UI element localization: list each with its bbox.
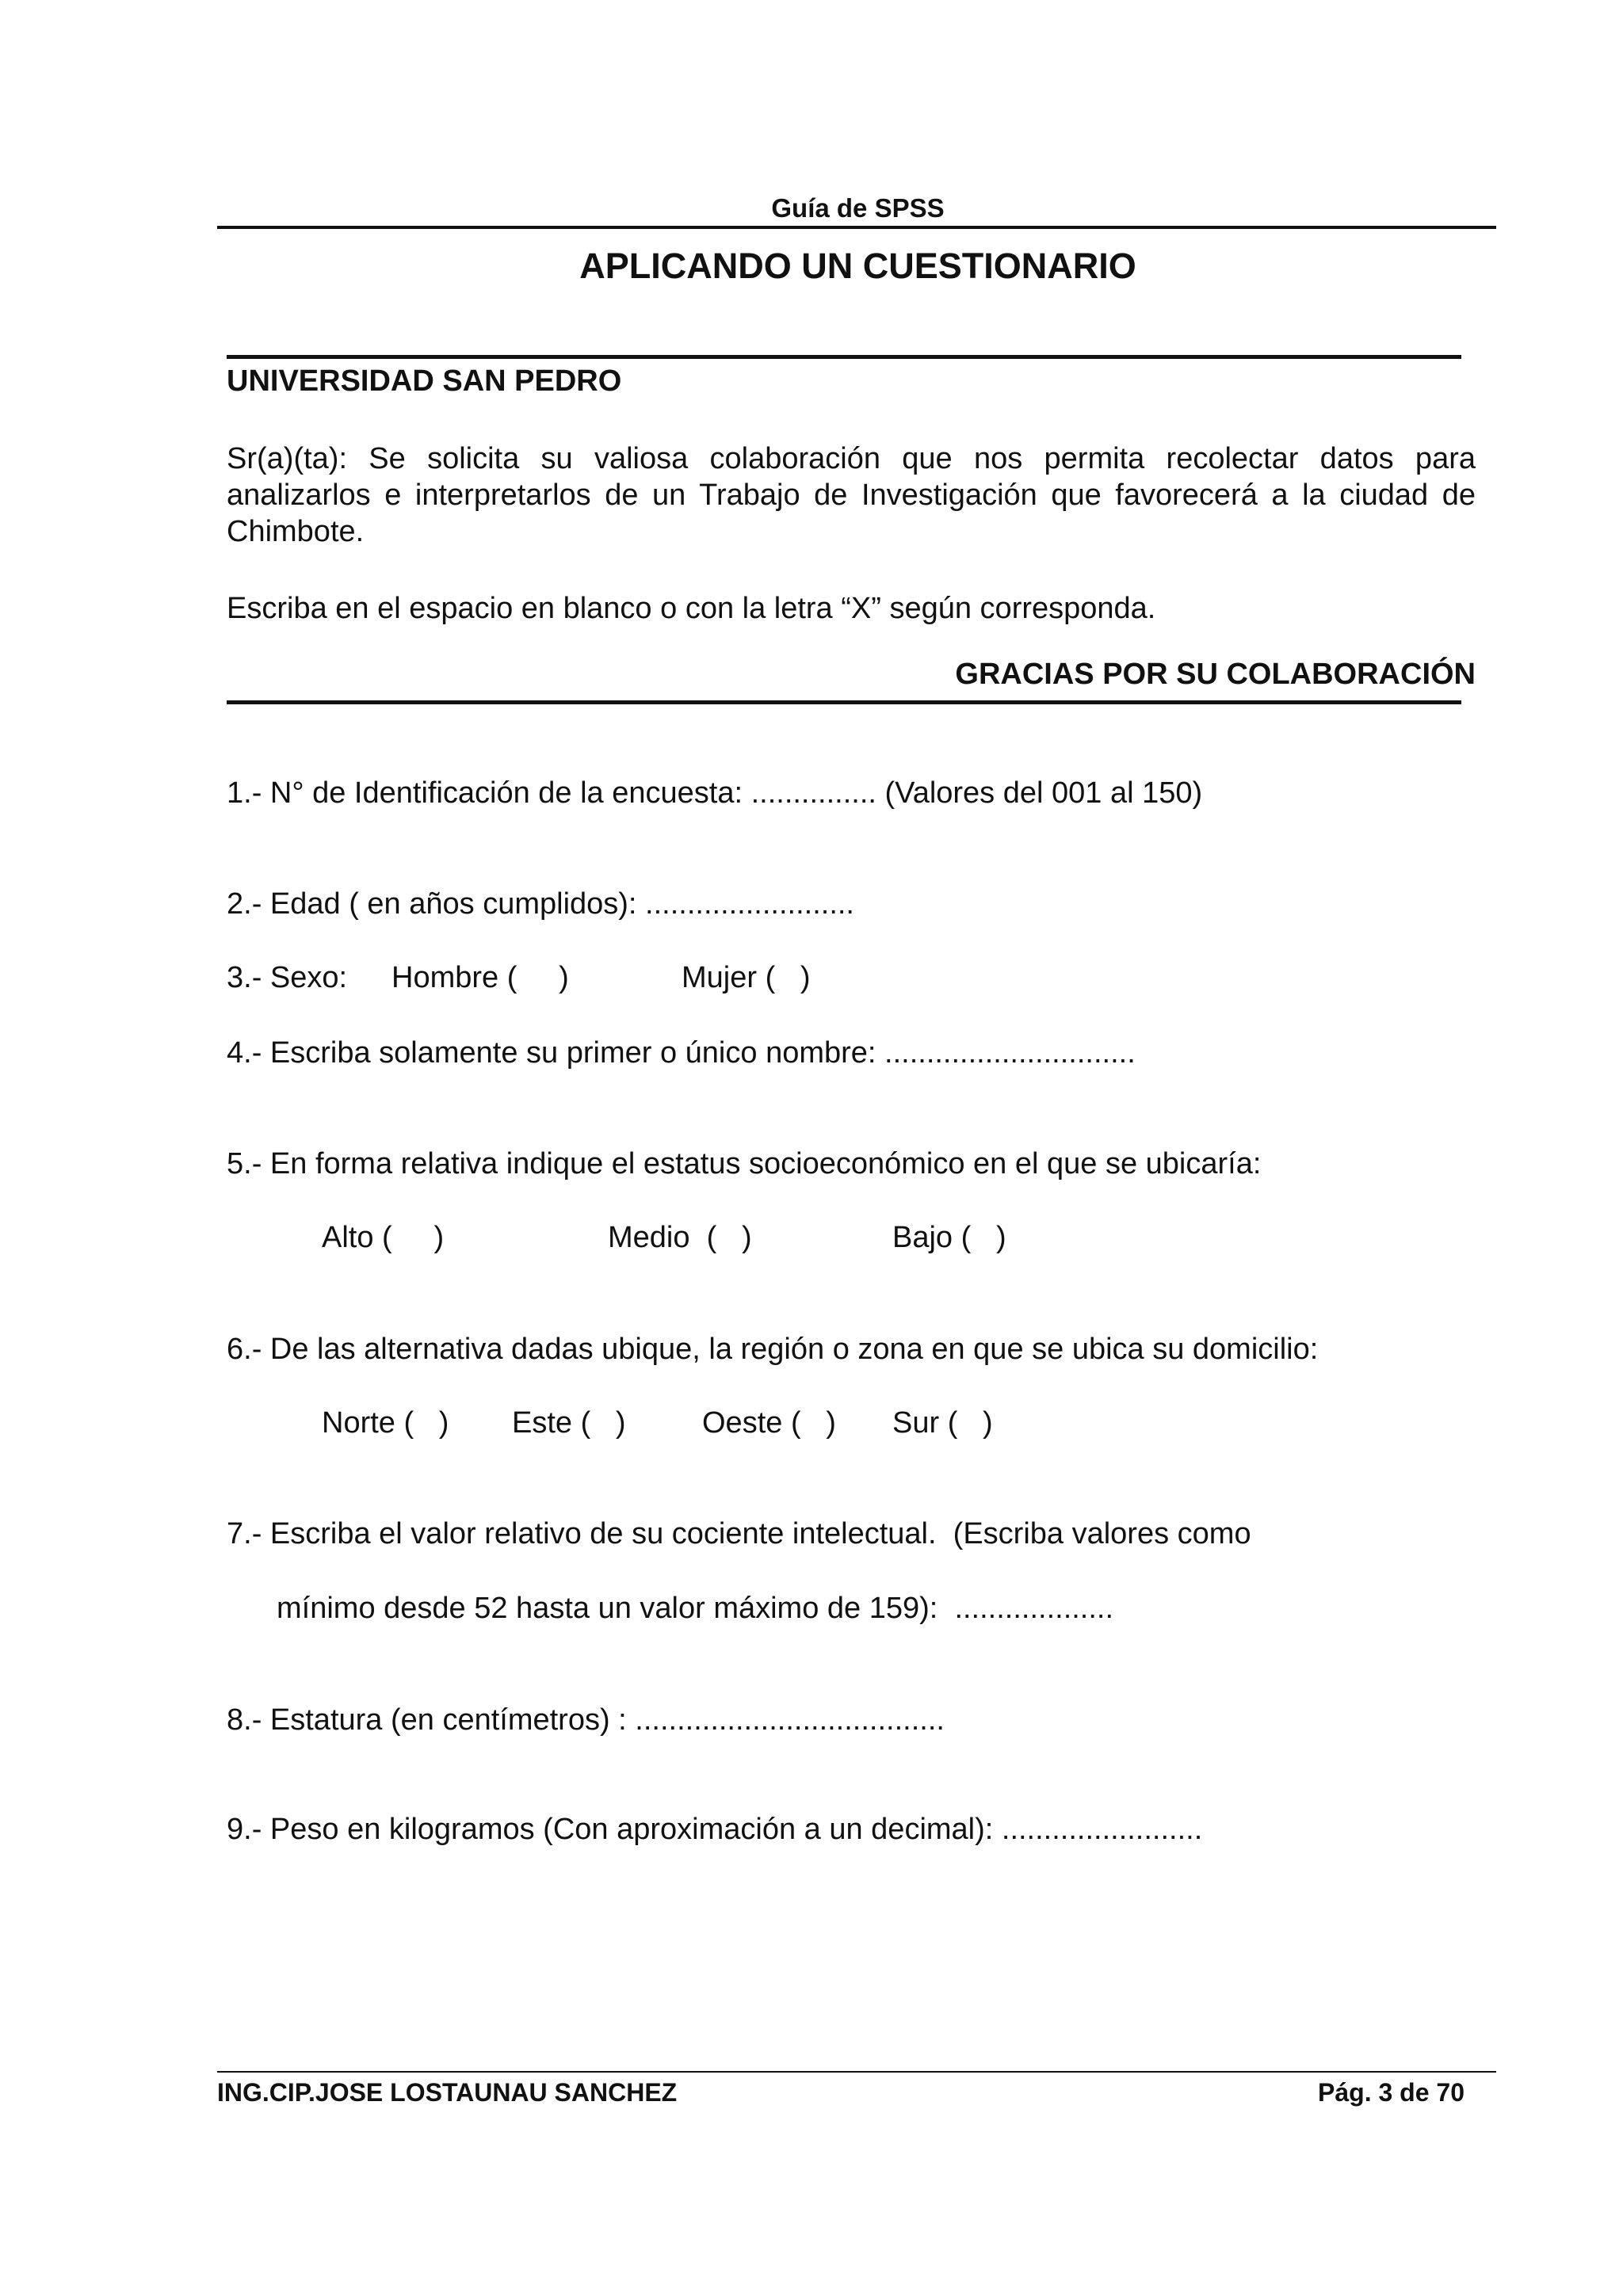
question-9: 9.- Peso en kilogramos (Con aproximación a un decimal): ........................ <box>227 1813 1203 1846</box>
option-bajo[interactable]: Bajo ( ) <box>892 1221 1006 1254</box>
question-4: 4.- Escriba solamente su primer o único nombre: .............................. <box>227 1036 1136 1070</box>
option-alto[interactable]: Alto ( ) <box>322 1221 445 1254</box>
bottom-section-rule <box>227 700 1461 704</box>
option-mujer[interactable]: Mujer ( ) <box>682 961 811 994</box>
question-5-label: 5.- En forma relativa indique el estatus socioeconómico en el que se ubicaría: <box>227 1147 1262 1180</box>
thanks-heading: GRACIAS POR SU COLABORACIÓN <box>955 658 1476 691</box>
header-rule <box>217 226 1496 229</box>
question-1: 1.- N° de Identificación de la encuesta: ............... (Valores del 001 al 150) <box>227 776 1203 810</box>
instruction-paragraph: Escriba en el espacio en blanco o con la letra “X” según corresponda. <box>227 592 1156 625</box>
intro-paragraph: Sr(a)(ta): Se solicita su valiosa colaboración que nos permita recolectar datos para analizarlos e interpretarlos de un Trabajo de Investigación que favorecerá a la ciudad de Chimbote. <box>227 442 1476 548</box>
footer-rule <box>217 2071 1496 2073</box>
question-7-line-1: 7.- Escriba el valor relativo de su cociente intelectual. (Escriba valores como <box>227 1517 1251 1550</box>
option-medio[interactable]: Medio ( ) <box>608 1221 752 1254</box>
footer-author: ING.CIP.JOSE LOSTAUNAU SANCHEZ <box>217 2078 678 2107</box>
option-oeste[interactable]: Oeste ( ) <box>702 1406 836 1440</box>
option-norte[interactable]: Norte ( ) <box>322 1406 449 1440</box>
question-3-label: 3.- Sexo: <box>227 961 348 994</box>
running-header: Guía de SPSS <box>771 193 945 223</box>
option-hombre[interactable]: Hombre ( ) <box>391 961 569 994</box>
university-name: UNIVERSIDAD SAN PEDRO <box>227 364 622 398</box>
question-6-label: 6.- De las alternativa dadas ubique, la región o zona en que se ubica su domicilio: <box>227 1333 1319 1366</box>
option-este[interactable]: Este ( ) <box>512 1406 626 1440</box>
document-title: APLICANDO UN CUESTIONARIO <box>579 246 1136 286</box>
top-section-rule <box>227 355 1461 359</box>
footer-page-number: Pág. 3 de 70 <box>1318 2078 1465 2107</box>
question-7-line-2: mínimo desde 52 hasta un valor máximo de 159): ................... <box>277 1592 1114 1625</box>
question-8: 8.- Estatura (en centímetros) : ..................................... <box>227 1703 945 1737</box>
question-2: 2.- Edad ( en años cumplidos): ......................... <box>227 887 854 921</box>
option-sur[interactable]: Sur ( ) <box>892 1406 993 1440</box>
